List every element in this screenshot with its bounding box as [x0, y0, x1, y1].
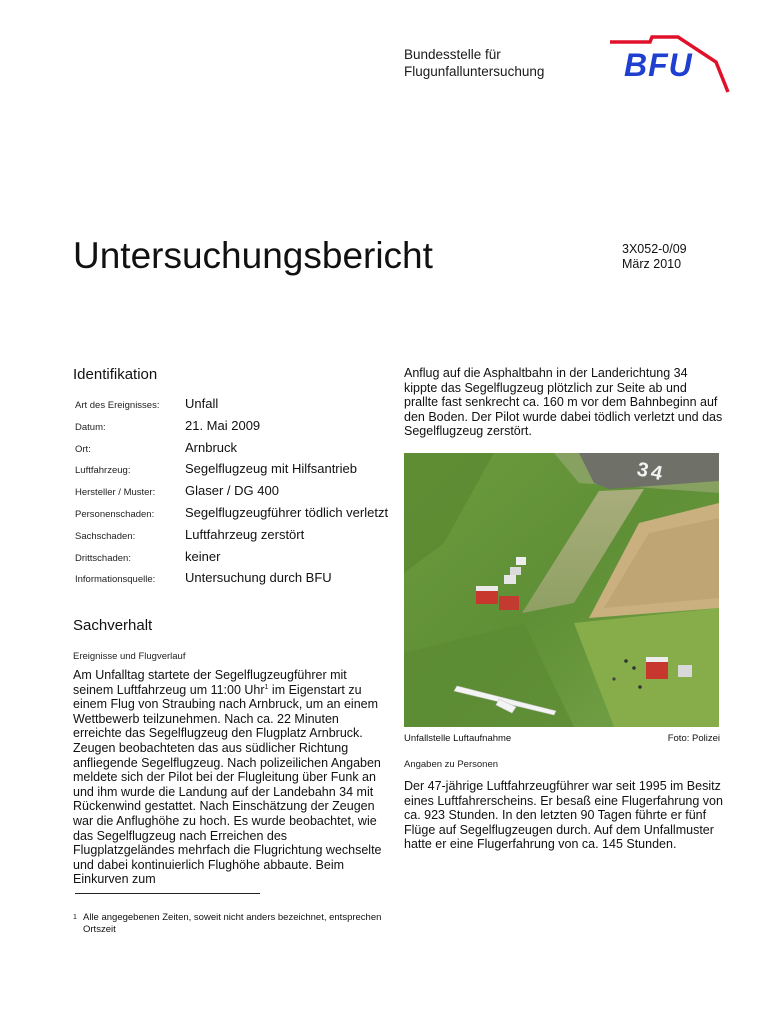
- ident-row: [75, 526, 395, 548]
- accident-site-aerial-photo: [404, 453, 719, 727]
- ident-value: keiner: [185, 548, 221, 564]
- logo-swoosh: [610, 37, 666, 42]
- logo-text: BFU: [624, 47, 693, 83]
- ident-row: [75, 504, 395, 526]
- events-text-part1: Am Unfalltag startete der Segelflugzeugführer mit seinem Luftfahrzeug um 11:00 Uhr: [73, 668, 347, 697]
- ident-row: [75, 417, 395, 439]
- events-paragraph-continued: Anflug auf die Asphaltbahn in der Landerichtung 34 kippte das Segelflugzeug plötzlich zur Seite ab und prallte fast senkrecht ca. 160 m vor dem Bahnbeginn auf den Boden. Der Pilot wurde dabei tödlich verletzt und das Segelflugzeug zerstört.: [404, 366, 723, 439]
- footnote-reference[interactable]: 1: [264, 683, 269, 691]
- ident-row: [75, 548, 395, 570]
- events-text-part2: im Eigenstart zu einem Flug von Straubing nach Arnbruck, um an einem Wettbewerb teilzunehmen. Nach ca. 22 Minuten erreichte das Segelflugzeug den Flugplatz Arnbruck. Zeugen beobachteten das aus südlicher Richtung anfliegende Segelflugzeug. Nach polizeilichen Angaben meldete sich der Pilot bei der Flugleitung über Funk an und ihm wurde die Landung auf der Landebahn 34 mit Rückenwind gestattet. Nach Einschätzung der Zeugen war die Anflughöhe zu hoch. Es wurde beobachtet, wie das Segelflugzeug nach Erreichen des Flugplatzgeländes mehrfach die Flugrichtung wechselte und dabei kontinuierlich Flughöhe abbaute. Beim Einkurven zum: [73, 682, 382, 887]
- ident-value: Segelflugzeug mit Hilfsantrieb: [185, 461, 357, 477]
- ident-label: Luftfahrzeug:: [75, 465, 131, 477]
- photo-caption: Unfallstelle Luftaufnahme: [404, 733, 512, 744]
- ident-value: Segelflugzeugführer tödlich verletzt: [185, 504, 389, 520]
- photo-credit: Foto: Polizei: [667, 733, 720, 744]
- ident-value: Luftfahrzeug zerstört: [185, 526, 305, 542]
- ident-value: Unfall: [185, 396, 219, 411]
- ident-row: [75, 439, 395, 461]
- runway-number: 34: [634, 458, 668, 486]
- ident-row: [75, 460, 395, 482]
- persons-paragraph: Der 47-jährige Luftfahrzeugführer war seit 1995 im Besitz eines Luftfahrerscheins. Er besaß eine Flugerfahrung von ca. 923 Stunden. In den letzten 90 Tagen führte er fünf Flüge auf Segelflugzeugen durch. Auf dem Unfallmuster hatte er eine Flugerfahrung von ca. 145 Stunden.: [404, 779, 723, 852]
- ident-row: [75, 482, 395, 504]
- ident-label: Datum:: [75, 421, 106, 433]
- ident-value: Arnbruck: [185, 439, 238, 455]
- events-subheading: Ereignisse und Flugverlauf: [73, 651, 186, 662]
- ident-row: [75, 569, 395, 591]
- footnote-text: Alle angegebenen Zeiten, soweit nicht anders bezeichnet, entsprechen Ortszeit: [83, 912, 382, 936]
- ident-value: 21. Mai 2009: [185, 417, 261, 433]
- footnote-mark: 1: [73, 914, 77, 921]
- ident-value: Untersuchung durch BFU: [185, 570, 332, 586]
- footnote-divider: [75, 893, 260, 894]
- footnote: [73, 912, 393, 936]
- ident-label: Hersteller / Muster:: [75, 487, 156, 499]
- ident-label: Sachschaden:: [75, 530, 136, 542]
- report-date: März 2010: [622, 257, 682, 271]
- ident-row: [75, 395, 395, 417]
- org-line-2: Flugunfalluntersuchung: [404, 64, 545, 79]
- ident-label: Drittschaden:: [75, 552, 131, 564]
- page-title: Untersuchungsbericht: [73, 235, 433, 276]
- report-number: 3X052-0/09: [622, 242, 687, 256]
- identification-table: [75, 395, 395, 591]
- bfu-logo: [606, 32, 736, 94]
- sachverhalt-heading: Sachverhalt: [73, 617, 153, 634]
- identifikation-heading: Identifikation: [73, 366, 158, 383]
- photo-caption-row: [404, 733, 720, 744]
- report-reference: [622, 242, 687, 272]
- ident-label: Informationsquelle:: [75, 574, 156, 586]
- ident-label: Personenschaden:: [75, 508, 155, 520]
- ident-value: Glaser / DG 400: [185, 483, 279, 499]
- ident-label: Art des Ereignisses:: [75, 400, 160, 411]
- fire-truck: [499, 596, 519, 610]
- org-line-1: Bundesstelle für: [404, 47, 501, 62]
- persons-subheading: Angaben zu Personen: [404, 759, 499, 770]
- organization-name: [404, 46, 544, 80]
- ident-label: Ort:: [75, 443, 91, 455]
- events-paragraph: [73, 668, 389, 887]
